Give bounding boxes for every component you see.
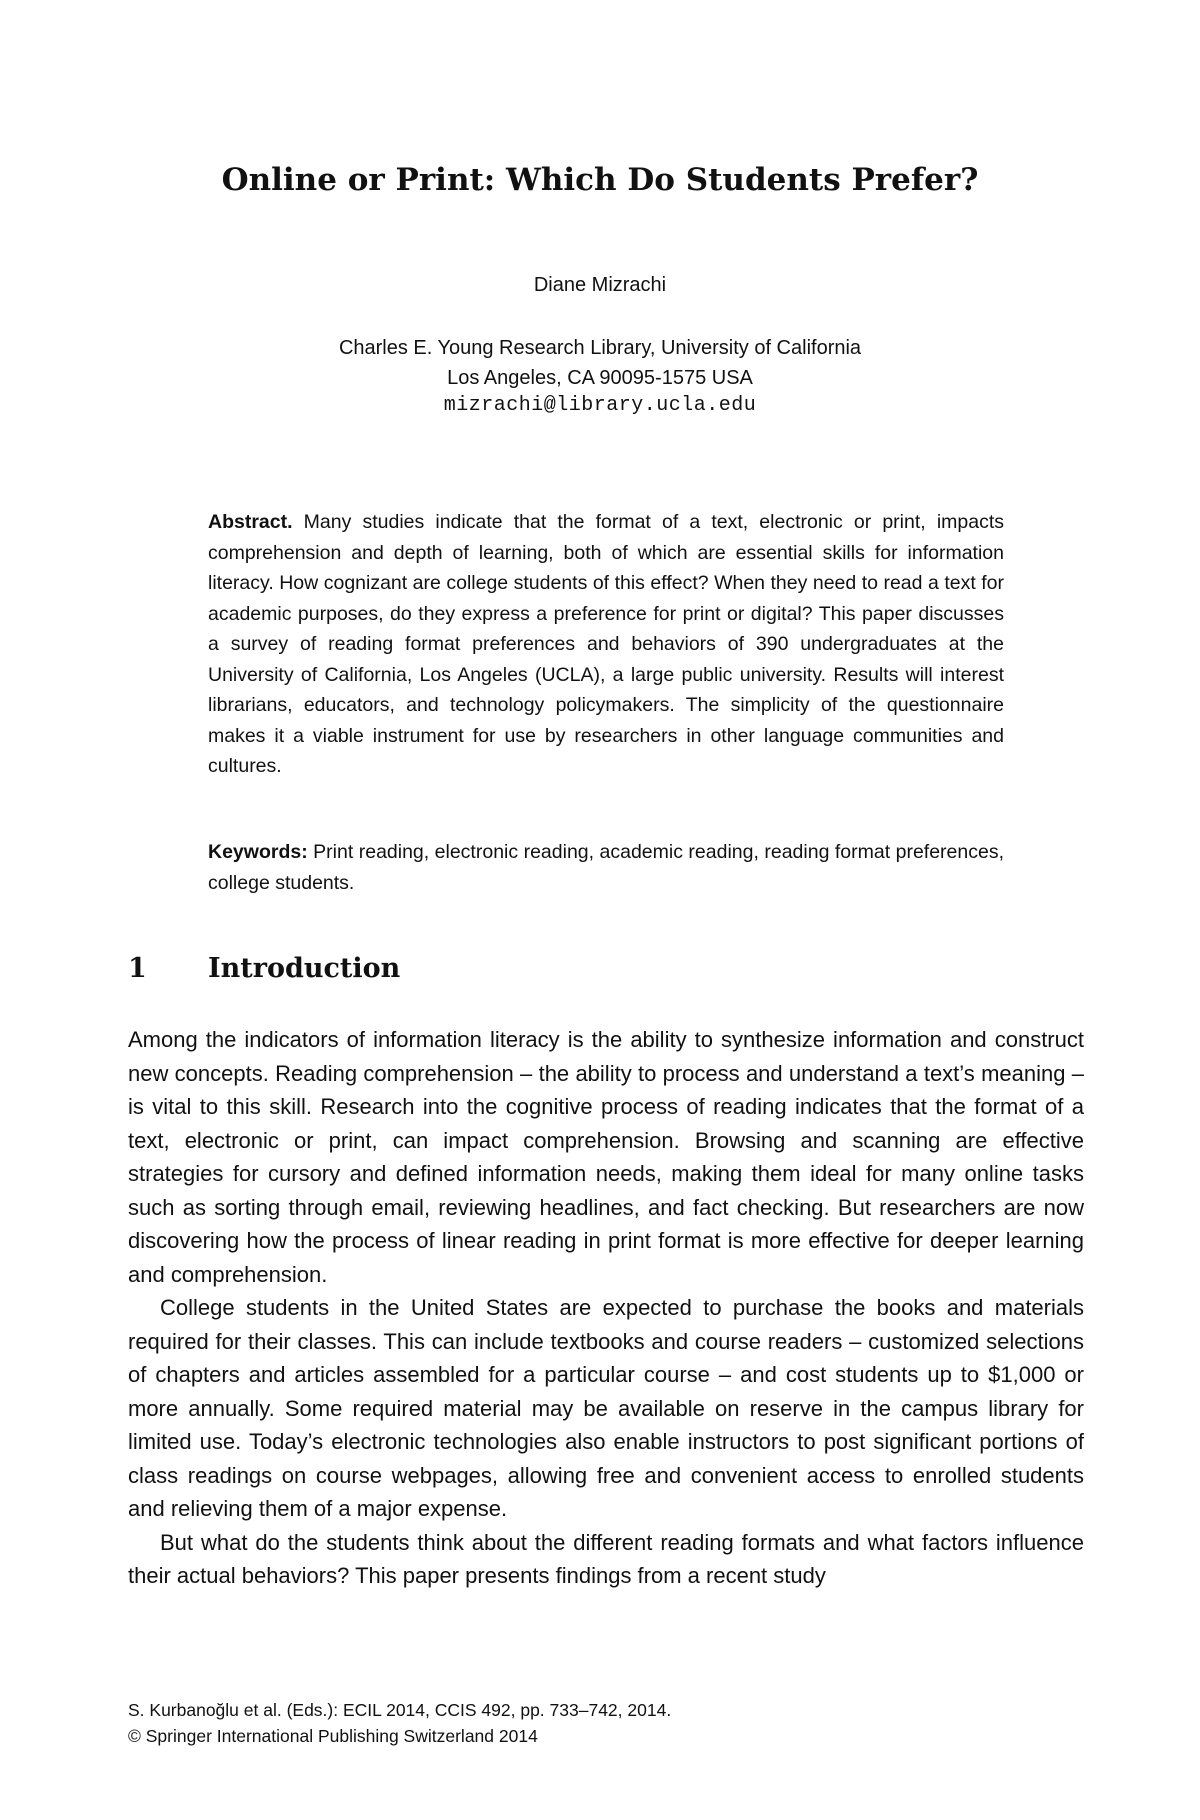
- section-title: Introduction: [208, 953, 401, 984]
- abstract-text: Many studies indicate that the format of a text, electronic or print, impacts comprehension and depth of learning, both of which are essential skills for information literacy. How cognizant are college students of this effect? When they need to read a text for academic purposes, do they express a preference for print or digital? This paper discusses a survey of reading format preferences and behaviors of 390 undergraduates at the University of California, Los Angeles (UCLA), a large public university. Results will interest librarians, educators, and technology policymakers. The simplicity of the questionnaire makes it a viable instrument for use by researchers in other language communities and cultures.: [208, 511, 1004, 777]
- abstract-label: Abstract.: [208, 511, 293, 533]
- paragraph: Among the indicators of information literacy is the ability to synthesize information and construct new concepts. Reading comprehension – the ability to process and understand a text’s meaning – is vital to this skill. Research into the cognitive process of reading indicates that the format of a text, electronic or print, can impact comprehension. Browsing and scanning are effective strategies for cursory and defined information needs, making them ideal for many online tasks such as sorting through email, reviewing headlines, and fact checking. But researchers are now discovering how the process of linear reading in print format is more effective for deeper learning and comprehension.: [128, 1027, 1084, 1287]
- keywords-text: Print reading, electronic reading, academic reading, reading format preferences, college students.: [208, 841, 1004, 894]
- body-text: [128, 1023, 1084, 1593]
- paper-title: Online or Print: Which Do Students Prefer?: [221, 162, 979, 198]
- paragraph: But what do the students think about the different reading formats and what factors influence their actual behaviors? This paper presents findings from a recent study: [128, 1529, 1084, 1588]
- author-affiliation: [0, 333, 1200, 393]
- keywords: [208, 837, 1004, 898]
- paragraph: College students in the United States are expected to purchase the books and materials required for their classes. This can include textbooks and course readers – customized selections of chapters and articles assembled for a particular course – and cost students up to $1,000 or more annually. Some required material may be available on reserve in the campus library for limited use. Today’s electronic technologies also enable instructors to post significant portions of class readings on course webpages, allowing free and convenient access to enrolled students and relieving them of a major expense.: [128, 1295, 1084, 1521]
- section-number: 1: [128, 953, 147, 984]
- abstract: [208, 507, 1004, 782]
- author-email: mizrachi@library.ucla.edu: [443, 394, 757, 417]
- page-footer: [128, 1697, 671, 1749]
- section-heading: [128, 953, 400, 984]
- copyright-line: © Springer International Publishing Switzerland 2014: [128, 1726, 538, 1746]
- keywords-label: Keywords:: [208, 841, 308, 863]
- citation-line: S. Kurbanoğlu et al. (Eds.): ECIL 2014, CCIS 492, pp. 733–742, 2014.: [128, 1700, 672, 1720]
- affiliation-line: Los Angeles, CA 90095-1575 USA: [447, 367, 753, 389]
- affiliation-line: Charles E. Young Research Library, University of California: [338, 337, 862, 359]
- author-name: Diane Mizrachi: [533, 274, 667, 296]
